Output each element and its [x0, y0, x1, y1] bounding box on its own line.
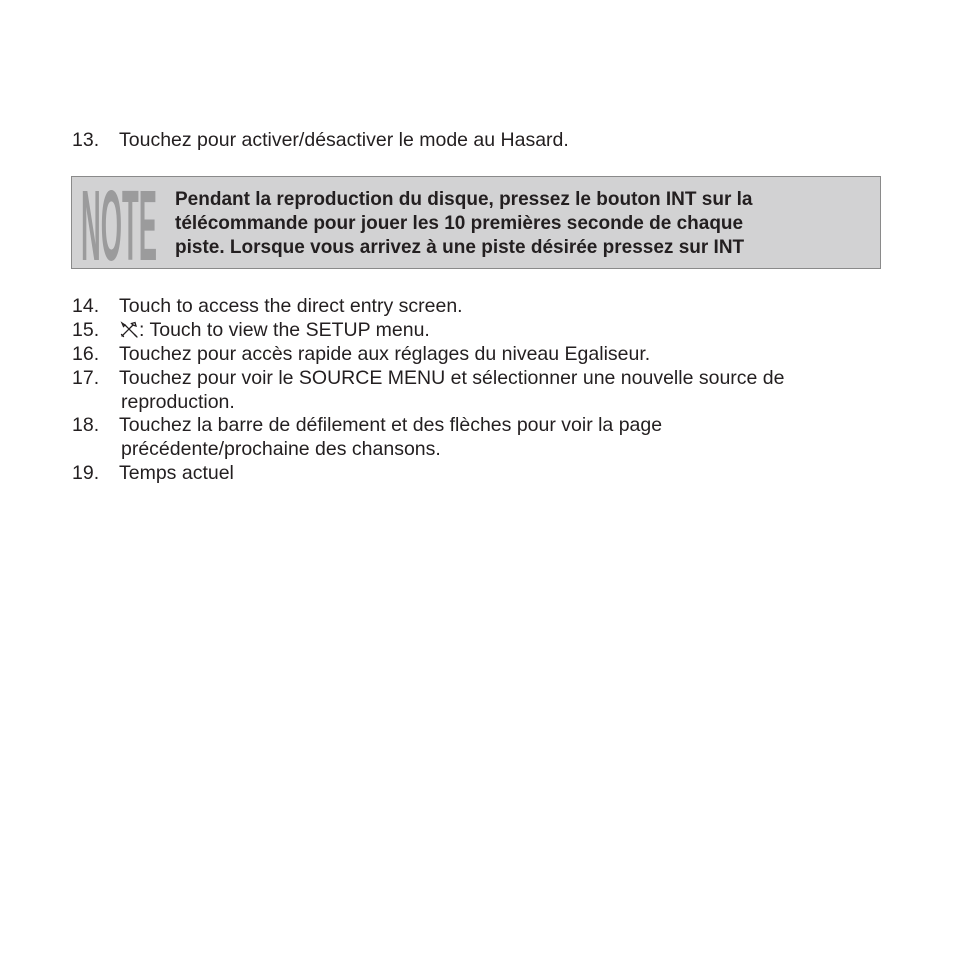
item-text: Temps actuel — [119, 462, 234, 484]
item-text: Touchez pour voir le SOURCE MENU et sélectionner une nouvelle source de — [119, 367, 785, 389]
note-line-3: piste. Lorsque vous arrivez à une piste désirée pressez sur INT — [175, 237, 745, 258]
note-box — [71, 176, 881, 269]
item-text: Touchez pour activer/désactiver le mode au Hasard. — [119, 129, 569, 151]
item-text: Touchez la barre de défilement et des flèches pour voir la page — [119, 414, 663, 436]
item-text-continuation: précédente/prochaine des chansons. — [121, 438, 441, 460]
item-text-continuation: reproduction. — [121, 391, 235, 413]
item-number: 13. — [72, 129, 100, 151]
item-number: 17. — [72, 367, 100, 389]
setup-tools-icon — [119, 321, 139, 338]
item-text: : Touch to view the SETUP menu. — [139, 319, 430, 341]
note-logo-text: NOTE — [81, 185, 157, 262]
item-number: 19. — [72, 462, 100, 484]
note-logo-icon — [81, 185, 157, 262]
note-text — [175, 188, 752, 260]
note-line-2: télécommande pour jouer les 10 premières seconde de chaque — [175, 213, 744, 234]
item-text: Touch to access the direct entry screen. — [119, 295, 463, 317]
item-text-wrap — [119, 318, 430, 342]
item-number: 15. — [72, 319, 100, 341]
item-number: 18. — [72, 414, 100, 436]
item-text: Touchez pour accès rapide aux réglages du niveau Egaliseur. — [119, 343, 651, 365]
item-number: 14. — [72, 295, 100, 317]
item-number: 16. — [72, 343, 100, 365]
note-line-1: Pendant la reproduction du disque, pressez le bouton INT sur la — [175, 189, 753, 210]
